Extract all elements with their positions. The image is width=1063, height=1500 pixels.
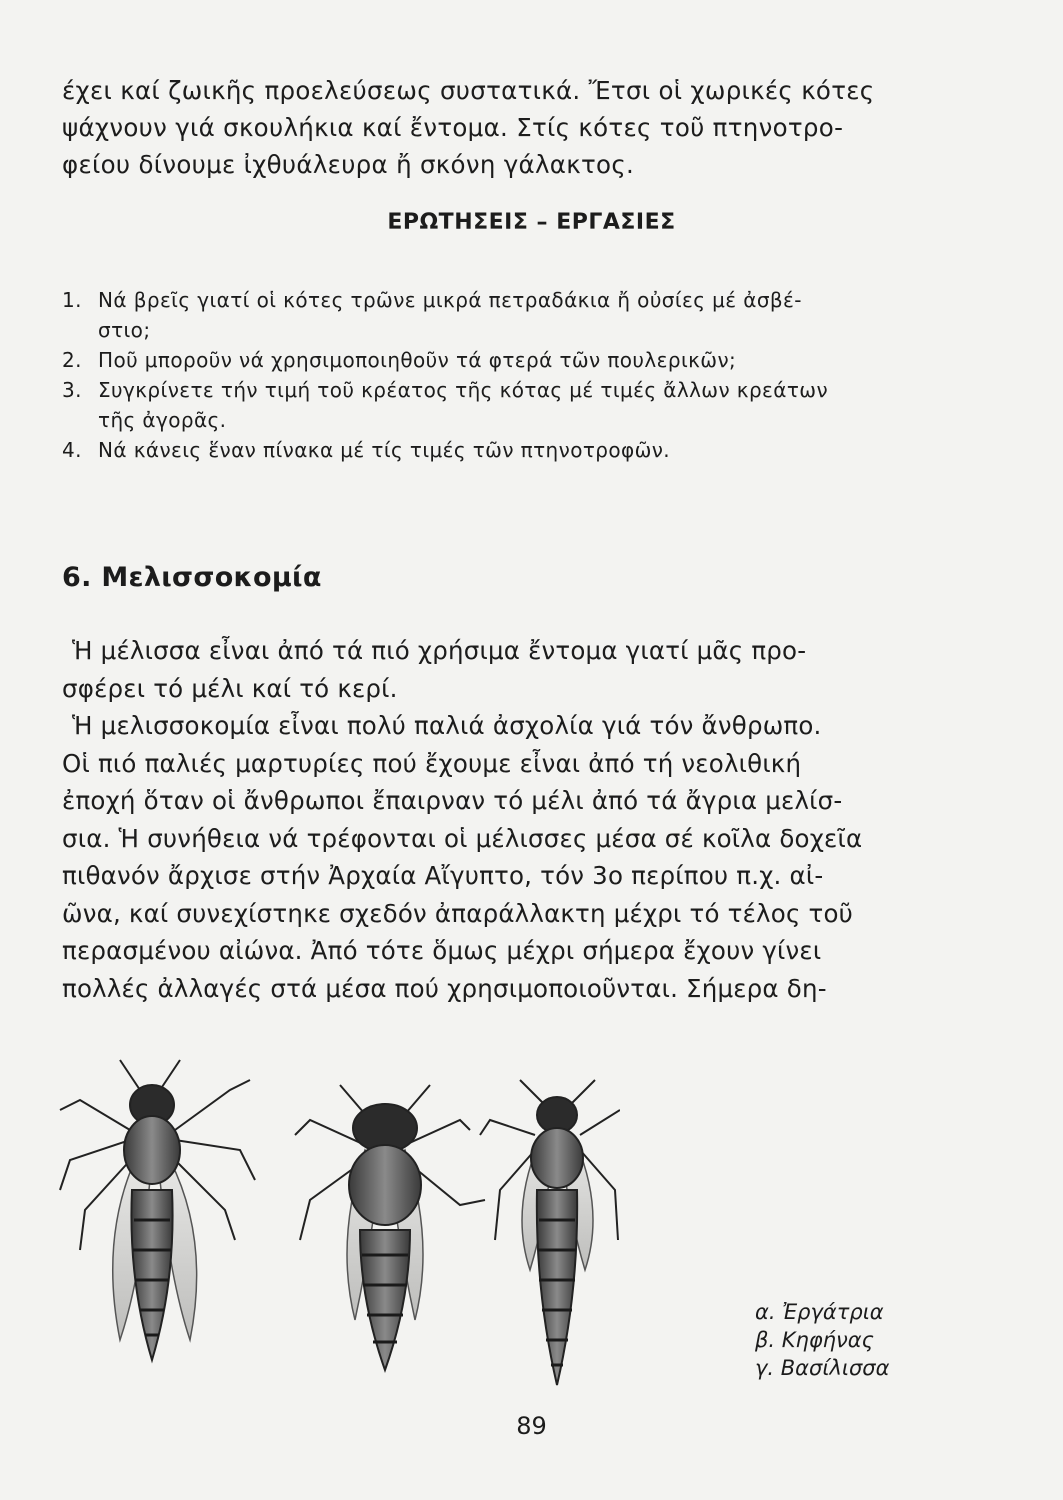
question-number: 2.	[62, 348, 82, 372]
caption-drone: β. Κηφήνας	[755, 1328, 874, 1352]
intro-line: ψάχνουν γιά σκουλήκια καί ἔντομα. Στίς κότες τοῦ πτηνοτρο-	[62, 113, 844, 142]
question-number: 1.	[62, 288, 82, 312]
body-line: Ἡ μελισσοκομία εἶναι πολύ παλιά ἀσχολία γιά τόν ἄνθρωπο.	[72, 711, 822, 740]
question-item	[62, 285, 917, 345]
question-line: στιο;	[98, 318, 151, 342]
body-line: Ἡ μέλισσα εἶναι ἀπό τά πιό χρήσιμα ἔντομα γιατί μᾶς προ-	[72, 636, 807, 665]
question-number: 3.	[62, 378, 82, 402]
figure-caption	[755, 1298, 889, 1382]
bees-illustration	[40, 1040, 620, 1400]
body-line: ἐποχή ὅταν οἱ ἄνθρωποι ἔπαιρναν τό μέλι ἀπό τά ἄγρια μελίσ-	[62, 786, 843, 815]
section-body	[62, 632, 917, 1007]
worker-bee-drawing	[60, 1060, 255, 1360]
questions-list	[62, 285, 917, 465]
caption-worker: α. Ἐργάτρια	[755, 1300, 884, 1324]
intro-line: έχει καί ζωικῆς προελεύσεως συστατικά. Ἔτσι οἱ χωρικές κότες	[62, 76, 875, 105]
body-line: πολλές ἀλλαγές στά μέσα πού χρησιμοποιοῦνται. Σήμερα δη-	[62, 973, 827, 1003]
question-line: Συγκρίνετε τήν τιμή τοῦ κρέατος τῆς κότας μέ τιμές ἄλλων κρεάτων	[98, 378, 829, 402]
body-line: σια. Ἡ συνήθεια νά τρέφονται οἱ μέλισσες μέσα σέ κοῖλα δοχεῖα	[62, 823, 863, 853]
question-item	[62, 435, 917, 465]
questions-heading: ΕΡΩΤΗΣΕΙΣ – ΕΡΓΑΣΙΕΣ	[387, 210, 676, 235]
section-title: 6. Μελισσοκομία	[62, 562, 322, 593]
queen-bee-drawing	[480, 1080, 620, 1385]
question-number: 4.	[62, 438, 82, 462]
intro-paragraph	[62, 72, 917, 183]
caption-queen: γ. Βασίλισσα	[755, 1356, 890, 1380]
question-line: τῆς ἀγορᾶς.	[98, 408, 227, 432]
body-line: Οἱ πιό παλιές μαρτυρίες πού ἔχουμε εἶναι ἀπό τή νεολιθική	[62, 748, 802, 778]
intro-line: φείου δίνουμε ἰχθυάλευρα ἤ σκόνη γάλακτος.	[62, 150, 635, 179]
question-item	[62, 345, 917, 375]
question-line: Νά κάνεις ἕναν πίνακα μέ τίς τιμές τῶν πτηνοτροφῶν.	[98, 438, 671, 462]
body-line: περασμένου αἰώνα. Ἀπό τότε ὅμως μέχρι σήμερα ἔχουν γίνει	[62, 936, 822, 965]
question-item	[62, 375, 917, 435]
body-line: πιθανόν ἄρχισε στήν Ἀρχαία Αἴγυπτο, τόν 3ο περίπου π.χ. αἰ-	[62, 861, 824, 890]
page-number: 89	[516, 1412, 547, 1440]
question-line: Ποῦ μποροῦν νά χρησιμοποιηθοῦν τά φτερά τῶν πουλερικῶν;	[98, 348, 737, 372]
question-line: Νά βρεῖς γιατί οἱ κότες τρῶνε μικρά πετραδάκια ἤ οὐσίες μέ ἀσβέ-	[98, 288, 802, 312]
drone-bee-drawing	[295, 1085, 485, 1370]
body-line: σφέρει τό μέλι καί τό κερί.	[62, 673, 398, 703]
body-line: ῶνα, καί συνεχίστηκε σχεδόν ἀπαράλλακτη μέχρι τό τέλος τοῦ	[62, 898, 854, 928]
